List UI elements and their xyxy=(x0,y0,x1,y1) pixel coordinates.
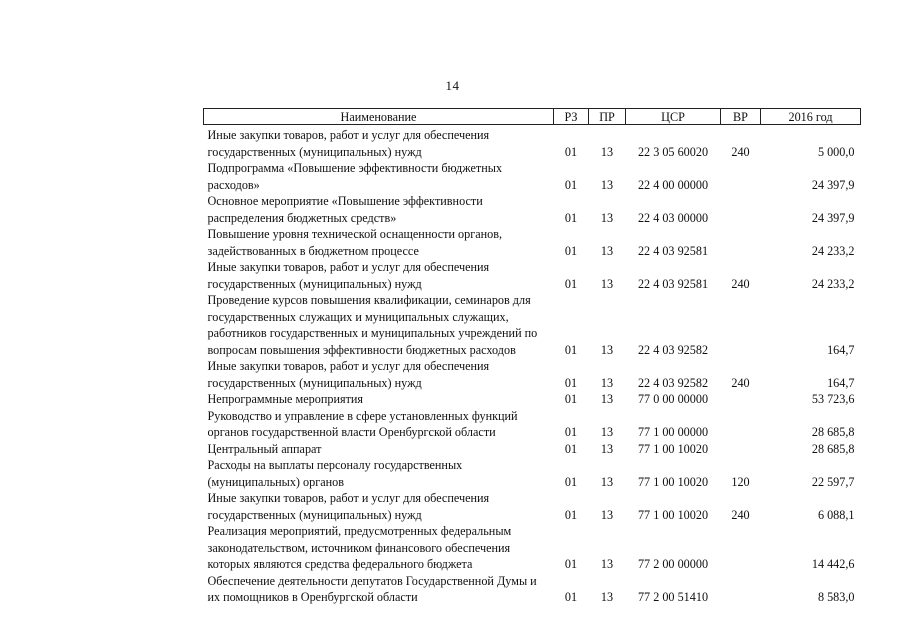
row-name: Проведение курсов повышения квалификации, семинаров для государственных служащих и муниципальных служащих, работников государственных и муниципальных учреждений по вопросам повышения эффективности бюджетных расходов xyxy=(207,293,538,357)
row-rz: 01 xyxy=(564,177,578,192)
row-name: Центральный аппарат xyxy=(207,441,322,456)
row-pr: 13 xyxy=(600,392,614,406)
row-amount: 53 723,6 xyxy=(811,392,855,406)
row-vr xyxy=(721,226,761,259)
row-rz: 01 xyxy=(564,392,578,406)
row-vr: 240 xyxy=(731,276,750,291)
row-csr: 22 4 03 92582 xyxy=(637,342,709,357)
row-csr: 22 4 03 92581 xyxy=(637,243,709,258)
row-csr: 77 1 00 10020 xyxy=(637,441,709,456)
row-vr xyxy=(721,441,761,458)
row-name: Иные закупки товаров, работ и услуг для обеспечения государственных (муниципальных) нужд xyxy=(207,491,490,522)
header-vr: ВР xyxy=(721,109,761,125)
row-pr: 13 xyxy=(600,590,614,604)
row-rz: 01 xyxy=(564,507,578,522)
row-rz: 01 xyxy=(564,441,578,456)
row-name: Повышение уровня технической оснащенности органов, задействованных в бюджетном процессе xyxy=(207,227,503,258)
row-csr: 77 2 00 00000 xyxy=(637,557,709,571)
row-csr: 22 4 03 00000 xyxy=(637,210,709,225)
row-vr xyxy=(721,160,761,193)
row-name: Обеспечение деятельности депутатов Государственной Думы и их помощников в Оренбургской области xyxy=(207,573,537,604)
table-row xyxy=(204,457,861,490)
row-name: Подпрограмма «Повышение эффективности бюджетных расходов» xyxy=(207,161,503,192)
table-row xyxy=(204,391,861,408)
row-name: Основное мероприятие «Повышение эффективности распределения бюджетных средств» xyxy=(207,194,483,225)
row-pr: 13 xyxy=(600,342,614,357)
row-csr: 77 1 00 10020 xyxy=(637,507,709,522)
row-csr: 77 1 00 10020 xyxy=(637,474,709,489)
row-rz: 01 xyxy=(564,557,578,571)
row-pr: 13 xyxy=(600,243,614,258)
row-csr: 22 4 00 00000 xyxy=(637,177,709,192)
row-csr: 77 0 00 00000 xyxy=(637,392,709,406)
row-vr xyxy=(721,292,761,358)
row-rz: 01 xyxy=(564,474,578,489)
row-pr: 13 xyxy=(600,210,614,225)
table-row xyxy=(204,408,861,441)
table-header-row xyxy=(204,109,861,125)
row-amount: 6 088,1 xyxy=(817,507,855,522)
row-name: Руководство и управление в сфере установленных функций органов государственной власти Оренбургской области xyxy=(207,408,518,439)
row-pr: 13 xyxy=(600,144,614,159)
row-vr: 240 xyxy=(731,375,750,390)
row-rz: 01 xyxy=(564,276,578,291)
row-name: Непрограммные мероприятия xyxy=(207,392,364,406)
row-pr: 13 xyxy=(600,441,614,456)
table-row xyxy=(204,441,861,458)
row-vr: 120 xyxy=(731,474,750,489)
row-vr xyxy=(721,408,761,441)
row-rz: 01 xyxy=(564,243,578,258)
row-pr: 13 xyxy=(600,557,614,571)
row-amount: 24 397,9 xyxy=(811,177,855,192)
row-pr: 13 xyxy=(600,474,614,489)
row-amount: 5 000,0 xyxy=(817,144,855,159)
row-vr xyxy=(721,573,761,606)
table-row xyxy=(204,523,861,573)
row-amount: 24 233,2 xyxy=(811,243,855,258)
table-row xyxy=(204,125,861,161)
row-amount: 164,7 xyxy=(827,375,855,390)
row-pr: 13 xyxy=(600,425,614,439)
table-row xyxy=(204,193,861,226)
row-amount: 28 685,8 xyxy=(811,441,855,456)
row-name: Реализация мероприятий, предусмотренных федеральным законодательством, источником финансового обеспечения которых являются средства федерального бюджета xyxy=(207,524,512,571)
row-vr xyxy=(721,391,761,408)
row-pr: 13 xyxy=(600,507,614,522)
row-rz: 01 xyxy=(564,590,578,604)
row-csr: 77 1 00 00000 xyxy=(637,425,709,439)
header-pr: ПР xyxy=(589,109,626,125)
row-pr: 13 xyxy=(600,177,614,192)
row-name: Иные закупки товаров, работ и услуг для обеспечения государственных (муниципальных) нужд xyxy=(207,260,490,291)
row-amount: 28 685,8 xyxy=(811,425,855,439)
row-csr: 22 4 03 92582 xyxy=(637,375,709,390)
row-name: Иные закупки товаров, работ и услуг для обеспечения государственных (муниципальных) нужд xyxy=(207,359,490,390)
row-csr: 77 2 00 51410 xyxy=(637,590,709,604)
row-amount: 22 597,7 xyxy=(811,474,855,489)
row-vr: 240 xyxy=(731,144,750,159)
table-row xyxy=(204,160,861,193)
row-pr: 13 xyxy=(600,276,614,291)
row-name: Расходы на выплаты персоналу государственных (муниципальных) органов xyxy=(207,458,463,489)
header-name: Наименование xyxy=(204,109,554,125)
row-amount: 24 233,2 xyxy=(811,276,855,291)
table-row xyxy=(204,358,861,391)
row-rz: 01 xyxy=(564,425,578,439)
header-year: 2016 год xyxy=(761,109,861,125)
row-rz: 01 xyxy=(564,210,578,225)
table-row xyxy=(204,292,861,358)
table-row xyxy=(204,573,861,606)
row-amount: 8 583,0 xyxy=(817,590,855,604)
row-rz: 01 xyxy=(564,342,578,357)
row-vr xyxy=(721,193,761,226)
row-vr: 240 xyxy=(731,507,750,522)
table-row xyxy=(204,490,861,523)
row-amount: 14 442,6 xyxy=(811,557,855,571)
row-pr: 13 xyxy=(600,375,614,390)
table-row xyxy=(204,259,861,292)
row-rz: 01 xyxy=(564,375,578,390)
table-row xyxy=(204,226,861,259)
header-csr: ЦСР xyxy=(626,109,721,125)
budget-table xyxy=(203,108,861,606)
row-csr: 22 4 03 92581 xyxy=(637,276,709,291)
row-rz: 01 xyxy=(564,144,578,159)
row-name: Иные закупки товаров, работ и услуг для обеспечения государственных (муниципальных) нужд xyxy=(207,128,490,159)
header-rz: РЗ xyxy=(554,109,589,125)
page-number: 14 xyxy=(445,78,460,93)
row-csr: 22 3 05 60020 xyxy=(637,144,709,159)
row-amount: 24 397,9 xyxy=(811,210,855,225)
row-vr xyxy=(721,523,761,573)
row-amount: 164,7 xyxy=(827,342,855,357)
